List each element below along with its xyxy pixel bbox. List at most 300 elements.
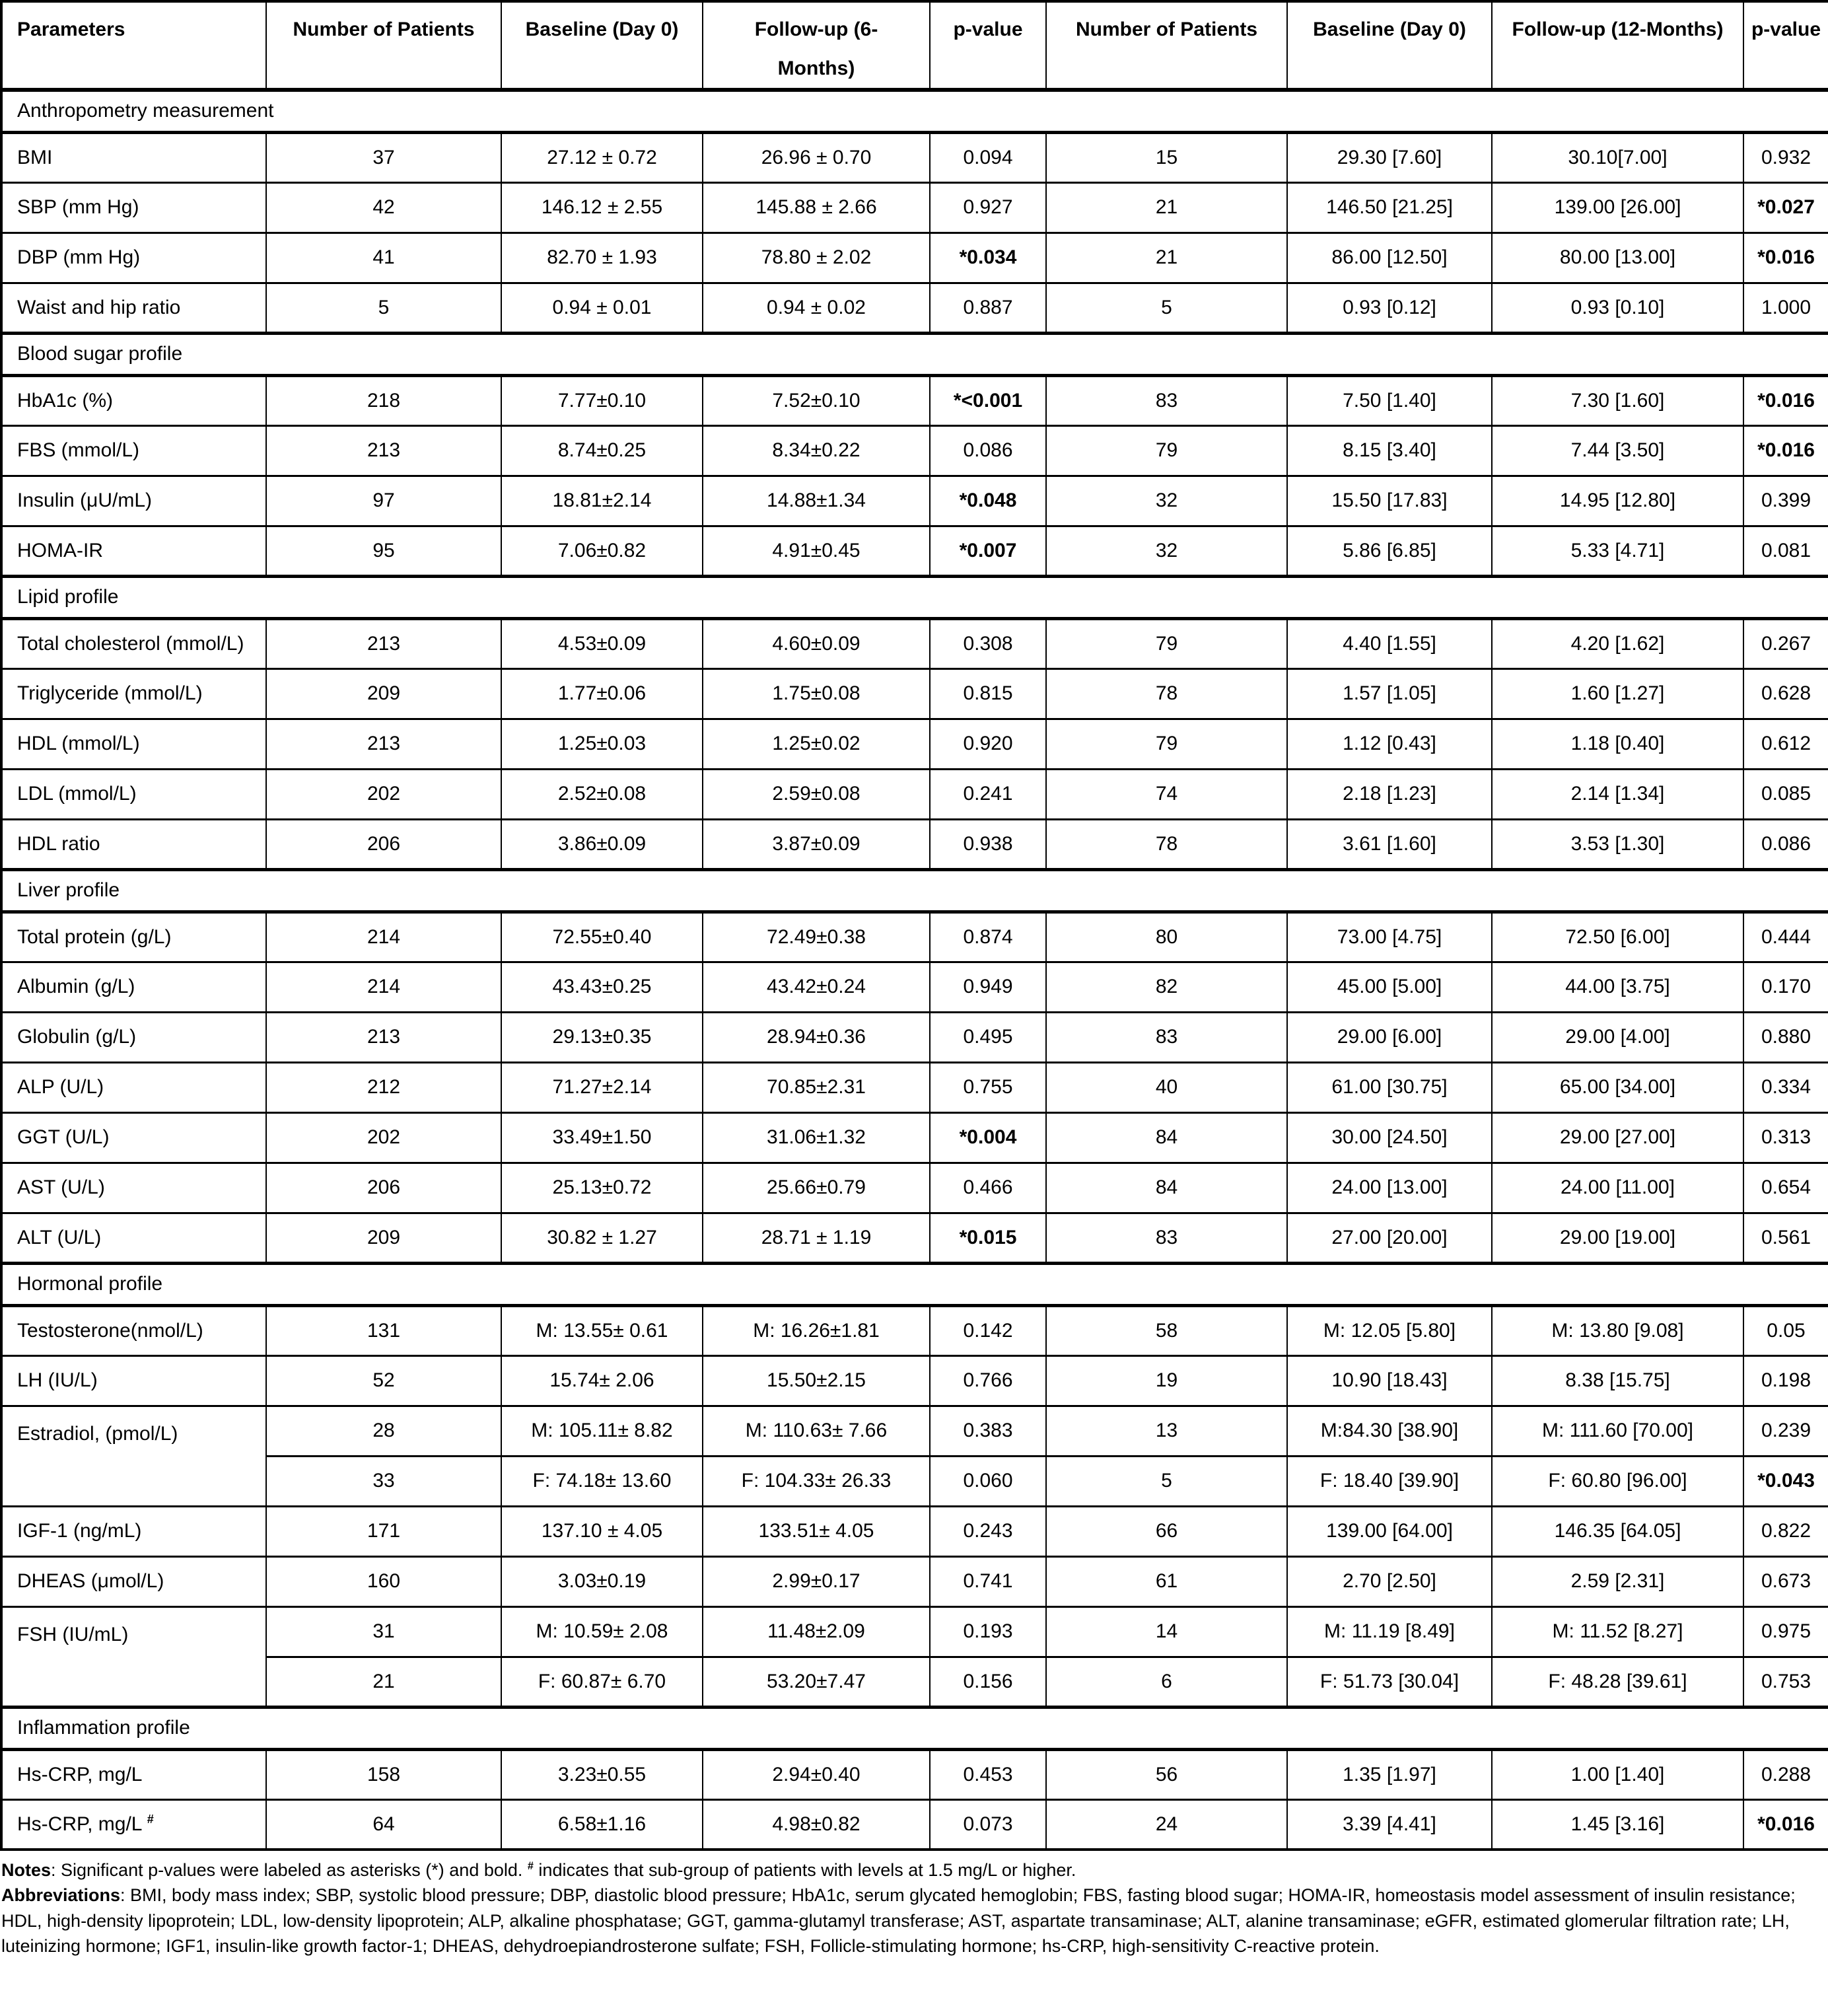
table-row xyxy=(1,476,1828,526)
p-value-cell: 0.612 xyxy=(1743,719,1828,769)
p-value-cell: 0.334 xyxy=(1743,1062,1828,1112)
followup-cell: 1.00 [1.40] xyxy=(1492,1749,1743,1799)
parameter-cell: BMI xyxy=(1,132,266,182)
n-patients-cell: 40 xyxy=(1046,1062,1287,1112)
followup-cell: 3.53 [1.30] xyxy=(1492,819,1743,869)
followup-cell: 4.20 [1.62] xyxy=(1492,618,1743,668)
n-patients-cell: 80 xyxy=(1046,912,1287,962)
followup-cell: 25.66±0.79 xyxy=(703,1163,930,1213)
table-row xyxy=(1,1012,1828,1062)
n-patients-cell: 5 xyxy=(266,283,501,333)
n-patients-cell: 212 xyxy=(266,1062,501,1112)
followup-cell: 1.18 [0.40] xyxy=(1492,719,1743,769)
followup-cell: 14.95 [12.80] xyxy=(1492,476,1743,526)
section-header-row xyxy=(1,333,1828,375)
baseline-cell: 3.23±0.55 xyxy=(501,1749,703,1799)
p-value-cell: *0.016 xyxy=(1743,233,1828,283)
parameter-cell: DBP (mm Hg) xyxy=(1,233,266,283)
parameter-cell: SBP (mm Hg) xyxy=(1,182,266,233)
baseline-cell: 43.43±0.25 xyxy=(501,962,703,1012)
baseline-cell: 146.12 ± 2.55 xyxy=(501,182,703,233)
p-value-cell: 0.815 xyxy=(930,668,1046,719)
n-patients-cell: 206 xyxy=(266,819,501,869)
baseline-cell: 86.00 [12.50] xyxy=(1287,233,1492,283)
table-row xyxy=(1,375,1828,425)
table-row xyxy=(1,1355,1828,1406)
parameter-cell: LDL (mmol/L) xyxy=(1,769,266,819)
p-value-cell: 0.170 xyxy=(1743,962,1828,1012)
parameter-cell: DHEAS (μmol/L) xyxy=(1,1556,266,1606)
baseline-cell: M: 13.55± 0.61 xyxy=(501,1305,703,1355)
followup-cell: 26.96 ± 0.70 xyxy=(703,132,930,182)
n-patients-cell: 83 xyxy=(1046,1012,1287,1062)
table-row xyxy=(1,1657,1828,1707)
n-patients-cell: 158 xyxy=(266,1749,501,1799)
n-patients-cell: 214 xyxy=(266,912,501,962)
table-row xyxy=(1,1456,1828,1506)
n-patients-cell: 21 xyxy=(1046,233,1287,283)
baseline-cell: 18.81±2.14 xyxy=(501,476,703,526)
baseline-cell: 25.13±0.72 xyxy=(501,1163,703,1213)
p-value-cell: *0.004 xyxy=(930,1112,1046,1163)
followup-cell: 2.99±0.17 xyxy=(703,1556,930,1606)
followup-cell: 5.33 [4.71] xyxy=(1492,526,1743,576)
column-header-followup-col: Follow-up (6-Months) xyxy=(703,1,930,90)
baseline-cell: 29.00 [6.00] xyxy=(1287,1012,1492,1062)
n-patients-cell: 14 xyxy=(1046,1606,1287,1657)
parameter-cell: FSH (IU/mL) xyxy=(1,1606,266,1707)
followup-cell: 29.00 [4.00] xyxy=(1492,1012,1743,1062)
p-value-cell: 0.453 xyxy=(930,1749,1046,1799)
p-value-cell: 0.060 xyxy=(930,1456,1046,1506)
followup-cell: 145.88 ± 2.66 xyxy=(703,182,930,233)
p-value-cell: *0.048 xyxy=(930,476,1046,526)
baseline-cell: 10.90 [18.43] xyxy=(1287,1355,1492,1406)
table-row xyxy=(1,1799,1828,1850)
notes-text-before: : Significant p-values were labeled as asterisks (*) and bold. xyxy=(51,1860,523,1880)
p-value-cell: 0.313 xyxy=(1743,1112,1828,1163)
baseline-cell: 8.15 [3.40] xyxy=(1287,425,1492,476)
table-row xyxy=(1,1062,1828,1112)
baseline-cell: 2.70 [2.50] xyxy=(1287,1556,1492,1606)
baseline-cell: M: 105.11± 8.82 xyxy=(501,1406,703,1456)
section-header-row xyxy=(1,1263,1828,1305)
parameter-cell: Insulin (μU/mL) xyxy=(1,476,266,526)
p-value-cell: 0.495 xyxy=(930,1012,1046,1062)
p-value-cell: 0.920 xyxy=(930,719,1046,769)
baseline-cell: F: 74.18± 13.60 xyxy=(501,1456,703,1506)
followup-cell: 146.35 [64.05] xyxy=(1492,1506,1743,1556)
p-value-cell: 0.399 xyxy=(1743,476,1828,526)
baseline-cell: 73.00 [4.75] xyxy=(1287,912,1492,962)
baseline-cell: M: 12.05 [5.80] xyxy=(1287,1305,1492,1355)
table-row xyxy=(1,962,1828,1012)
parameter-cell: Total protein (g/L) xyxy=(1,912,266,962)
p-value-cell: *0.016 xyxy=(1743,375,1828,425)
baseline-cell: 1.77±0.06 xyxy=(501,668,703,719)
baseline-cell: 1.25±0.03 xyxy=(501,719,703,769)
p-value-cell: 0.949 xyxy=(930,962,1046,1012)
followup-cell: M: 11.52 [8.27] xyxy=(1492,1606,1743,1657)
n-patients-cell: 32 xyxy=(1046,476,1287,526)
baseline-cell: 61.00 [30.75] xyxy=(1287,1062,1492,1112)
n-patients-cell: 6 xyxy=(1046,1657,1287,1707)
n-patients-cell: 79 xyxy=(1046,425,1287,476)
p-value-cell: 0.086 xyxy=(930,425,1046,476)
followup-cell: M: 111.60 [70.00] xyxy=(1492,1406,1743,1456)
notes-text-after: indicates that sub-group of patients with levels at 1.5 mg/L or higher. xyxy=(533,1860,1076,1880)
baseline-cell: 27.12 ± 0.72 xyxy=(501,132,703,182)
p-value-cell: 0.444 xyxy=(1743,912,1828,962)
n-patients-cell: 160 xyxy=(266,1556,501,1606)
n-patients-cell: 84 xyxy=(1046,1163,1287,1213)
followup-cell: M: 110.63± 7.66 xyxy=(703,1406,930,1456)
p-value-cell: 0.241 xyxy=(930,769,1046,819)
baseline-cell: 30.00 [24.50] xyxy=(1287,1112,1492,1163)
hash-note-marker: # xyxy=(527,1860,534,1872)
parameter-cell: Globulin (g/L) xyxy=(1,1012,266,1062)
followup-cell: 72.49±0.38 xyxy=(703,912,930,962)
column-header-baseline-col: Baseline (Day 0) xyxy=(501,1,703,90)
followup-cell: 8.34±0.22 xyxy=(703,425,930,476)
followup-cell: 44.00 [3.75] xyxy=(1492,962,1743,1012)
followup-cell: 4.91±0.45 xyxy=(703,526,930,576)
p-value-cell: *<0.001 xyxy=(930,375,1046,425)
parameter-cell: Hs-CRP, mg/L xyxy=(1,1749,266,1799)
p-value-cell: 0.142 xyxy=(930,1305,1046,1355)
p-value-cell: 0.975 xyxy=(1743,1606,1828,1657)
table-row xyxy=(1,1749,1828,1799)
p-value-cell: *0.007 xyxy=(930,526,1046,576)
parameter-cell: Testosterone(nmol/L) xyxy=(1,1305,266,1355)
table-row xyxy=(1,526,1828,576)
table-row xyxy=(1,182,1828,233)
n-patients-cell: 83 xyxy=(1046,375,1287,425)
baseline-cell: 146.50 [21.25] xyxy=(1287,182,1492,233)
p-value-cell: 0.927 xyxy=(930,182,1046,233)
notes-label: Notes xyxy=(1,1860,52,1880)
baseline-cell: 4.53±0.09 xyxy=(501,618,703,668)
baseline-cell: 2.52±0.08 xyxy=(501,769,703,819)
followup-cell: 43.42±0.24 xyxy=(703,962,930,1012)
p-value-cell: 0.766 xyxy=(930,1355,1046,1406)
n-patients-cell: 79 xyxy=(1046,618,1287,668)
followup-cell: 1.45 [3.16] xyxy=(1492,1799,1743,1850)
column-header-n-patients-col: Number of Patients xyxy=(1046,1,1287,90)
table-footnotes xyxy=(0,1857,1828,1959)
followup-cell: 2.59 [2.31] xyxy=(1492,1556,1743,1606)
p-value-cell: 0.05 xyxy=(1743,1305,1828,1355)
column-header-followup-col: Follow-up (12-Months) xyxy=(1492,1,1743,90)
n-patients-cell: 202 xyxy=(266,769,501,819)
followup-cell: F: 104.33± 26.33 xyxy=(703,1456,930,1506)
followup-cell: F: 60.80 [96.00] xyxy=(1492,1456,1743,1506)
n-patients-cell: 64 xyxy=(266,1799,501,1850)
parameter-cell: HDL ratio xyxy=(1,819,266,869)
n-patients-cell: 66 xyxy=(1046,1506,1287,1556)
n-patients-cell: 95 xyxy=(266,526,501,576)
table-row xyxy=(1,1556,1828,1606)
p-value-cell: 0.156 xyxy=(930,1657,1046,1707)
n-patients-cell: 83 xyxy=(1046,1213,1287,1263)
baseline-cell: 3.03±0.19 xyxy=(501,1556,703,1606)
n-patients-cell: 209 xyxy=(266,1213,501,1263)
parameter-cell: ALT (U/L) xyxy=(1,1213,266,1263)
n-patients-cell: 19 xyxy=(1046,1355,1287,1406)
parameter-cell: Albumin (g/L) xyxy=(1,962,266,1012)
baseline-cell: 139.00 [64.00] xyxy=(1287,1506,1492,1556)
baseline-cell: 1.57 [1.05] xyxy=(1287,668,1492,719)
baseline-cell: 1.12 [0.43] xyxy=(1287,719,1492,769)
table-row xyxy=(1,1506,1828,1556)
abbreviations-line xyxy=(1,1883,1828,1959)
table-row xyxy=(1,618,1828,668)
section-header-row xyxy=(1,576,1828,618)
followup-cell: 78.80 ± 2.02 xyxy=(703,233,930,283)
baseline-cell: 5.86 [6.85] xyxy=(1287,526,1492,576)
column-header-pval-col: p-value xyxy=(1743,1,1828,90)
table-row xyxy=(1,819,1828,869)
baseline-cell: M: 11.19 [8.49] xyxy=(1287,1606,1492,1657)
baseline-cell: 7.06±0.82 xyxy=(501,526,703,576)
followup-cell: 139.00 [26.00] xyxy=(1492,182,1743,233)
parameter-cell: Estradiol, (pmol/L) xyxy=(1,1406,266,1506)
p-value-cell: *0.016 xyxy=(1743,425,1828,476)
parameter-cell: Total cholesterol (mmol/L) xyxy=(1,618,266,668)
p-value-cell: 0.741 xyxy=(930,1556,1046,1606)
p-value-cell: *0.015 xyxy=(930,1213,1046,1263)
baseline-cell: 33.49±1.50 xyxy=(501,1112,703,1163)
baseline-cell: M:84.30 [38.90] xyxy=(1287,1406,1492,1456)
baseline-cell: 3.86±0.09 xyxy=(501,819,703,869)
baseline-cell: 0.93 [0.12] xyxy=(1287,283,1492,333)
n-patients-cell: 56 xyxy=(1046,1749,1287,1799)
table-row xyxy=(1,425,1828,476)
hash-note-marker: # xyxy=(147,1813,154,1826)
p-value-cell: 0.673 xyxy=(1743,1556,1828,1606)
abbreviations-label: Abbreviations xyxy=(1,1885,121,1906)
n-patients-cell: 214 xyxy=(266,962,501,1012)
section-header-row xyxy=(1,869,1828,912)
n-patients-cell: 79 xyxy=(1046,719,1287,769)
section-title: Inflammation profile xyxy=(1,1707,1828,1749)
baseline-cell: F: 51.73 [30.04] xyxy=(1287,1657,1492,1707)
baseline-cell: 4.40 [1.55] xyxy=(1287,618,1492,668)
n-patients-cell: 78 xyxy=(1046,668,1287,719)
table-row xyxy=(1,719,1828,769)
n-patients-cell: 15 xyxy=(1046,132,1287,182)
table-header xyxy=(1,1,1828,90)
baseline-cell: 29.30 [7.60] xyxy=(1287,132,1492,182)
p-value-cell: *0.034 xyxy=(930,233,1046,283)
baseline-cell: 29.13±0.35 xyxy=(501,1012,703,1062)
followup-cell: 7.52±0.10 xyxy=(703,375,930,425)
n-patients-cell: 52 xyxy=(266,1355,501,1406)
baseline-cell: 1.35 [1.97] xyxy=(1287,1749,1492,1799)
p-value-cell: 0.887 xyxy=(930,283,1046,333)
n-patients-cell: 28 xyxy=(266,1406,501,1456)
followup-cell: 70.85±2.31 xyxy=(703,1062,930,1112)
table-row xyxy=(1,1305,1828,1355)
followup-cell: 14.88±1.34 xyxy=(703,476,930,526)
notes-line xyxy=(1,1857,1828,1883)
baseline-cell: 7.77±0.10 xyxy=(501,375,703,425)
followup-cell: F: 48.28 [39.61] xyxy=(1492,1657,1743,1707)
section-title: Liver profile xyxy=(1,869,1828,912)
followup-cell: 4.98±0.82 xyxy=(703,1799,930,1850)
p-value-cell: 0.880 xyxy=(1743,1012,1828,1062)
parameter-cell: ALP (U/L) xyxy=(1,1062,266,1112)
p-value-cell: 0.874 xyxy=(930,912,1046,962)
p-value-cell: 0.755 xyxy=(930,1062,1046,1112)
followup-cell: 28.71 ± 1.19 xyxy=(703,1213,930,1263)
n-patients-cell: 21 xyxy=(1046,182,1287,233)
baseline-cell: 15.50 [17.83] xyxy=(1287,476,1492,526)
parameter-cell: Hs-CRP, mg/L # xyxy=(1,1799,266,1850)
table-row xyxy=(1,283,1828,333)
n-patients-cell: 206 xyxy=(266,1163,501,1213)
followup-cell: 2.59±0.08 xyxy=(703,769,930,819)
n-patients-cell: 202 xyxy=(266,1112,501,1163)
baseline-cell: F: 60.87± 6.70 xyxy=(501,1657,703,1707)
parameter-cell: IGF-1 (ng/mL) xyxy=(1,1506,266,1556)
parameter-cell: AST (U/L) xyxy=(1,1163,266,1213)
table-row xyxy=(1,132,1828,182)
p-value-cell: 0.308 xyxy=(930,618,1046,668)
n-patients-cell: 218 xyxy=(266,375,501,425)
p-value-cell: 0.193 xyxy=(930,1606,1046,1657)
baseline-cell: 15.74± 2.06 xyxy=(501,1355,703,1406)
p-value-cell: 0.073 xyxy=(930,1799,1046,1850)
section-header-row xyxy=(1,90,1828,132)
parameter-cell: HOMA-IR xyxy=(1,526,266,576)
parameter-cell: Triglyceride (mmol/L) xyxy=(1,668,266,719)
section-title: Blood sugar profile xyxy=(1,333,1828,375)
n-patients-cell: 5 xyxy=(1046,283,1287,333)
p-value-cell: 0.239 xyxy=(1743,1406,1828,1456)
p-value-cell: 0.561 xyxy=(1743,1213,1828,1263)
followup-cell: 1.75±0.08 xyxy=(703,668,930,719)
p-value-cell: 0.753 xyxy=(1743,1657,1828,1707)
n-patients-cell: 84 xyxy=(1046,1112,1287,1163)
n-patients-cell: 213 xyxy=(266,618,501,668)
p-value-cell: 0.198 xyxy=(1743,1355,1828,1406)
n-patients-cell: 97 xyxy=(266,476,501,526)
parameter-cell: HbA1c (%) xyxy=(1,375,266,425)
column-header-param-col: Parameters xyxy=(1,1,266,90)
table-row xyxy=(1,1213,1828,1263)
parameter-cell: FBS (mmol/L) xyxy=(1,425,266,476)
section-header-row xyxy=(1,1707,1828,1749)
table-body xyxy=(1,90,1828,1850)
n-patients-cell: 209 xyxy=(266,668,501,719)
column-header-n-patients-col: Number of Patients xyxy=(266,1,501,90)
followup-cell: 29.00 [27.00] xyxy=(1492,1112,1743,1163)
followup-cell: 31.06±1.32 xyxy=(703,1112,930,1163)
baseline-cell: 7.50 [1.40] xyxy=(1287,375,1492,425)
table-row xyxy=(1,1406,1828,1456)
n-patients-cell: 213 xyxy=(266,1012,501,1062)
followup-cell: 30.10[7.00] xyxy=(1492,132,1743,182)
n-patients-cell: 24 xyxy=(1046,1799,1287,1850)
p-value-cell: *0.027 xyxy=(1743,182,1828,233)
followup-cell: 133.51± 4.05 xyxy=(703,1506,930,1556)
p-value-cell: 0.466 xyxy=(930,1163,1046,1213)
p-value-cell: 0.094 xyxy=(930,132,1046,182)
table-row xyxy=(1,1112,1828,1163)
table-row xyxy=(1,769,1828,819)
n-patients-cell: 41 xyxy=(266,233,501,283)
table-row xyxy=(1,1606,1828,1657)
p-value-cell: 0.932 xyxy=(1743,132,1828,182)
followup-cell: 3.87±0.09 xyxy=(703,819,930,869)
followup-cell: 2.14 [1.34] xyxy=(1492,769,1743,819)
n-patients-cell: 213 xyxy=(266,425,501,476)
followup-cell: 1.25±0.02 xyxy=(703,719,930,769)
section-title: Anthropometry measurement xyxy=(1,90,1828,132)
baseline-cell: 30.82 ± 1.27 xyxy=(501,1213,703,1263)
n-patients-cell: 78 xyxy=(1046,819,1287,869)
n-patients-cell: 33 xyxy=(266,1456,501,1506)
baseline-cell: 45.00 [5.00] xyxy=(1287,962,1492,1012)
followup-cell: 28.94±0.36 xyxy=(703,1012,930,1062)
n-patients-cell: 82 xyxy=(1046,962,1287,1012)
p-value-cell: 0.267 xyxy=(1743,618,1828,668)
p-value-cell: 0.628 xyxy=(1743,668,1828,719)
n-patients-cell: 58 xyxy=(1046,1305,1287,1355)
table-row xyxy=(1,233,1828,283)
followup-cell: 29.00 [19.00] xyxy=(1492,1213,1743,1263)
baseline-cell: 8.74±0.25 xyxy=(501,425,703,476)
followup-cell: 24.00 [11.00] xyxy=(1492,1163,1743,1213)
followup-cell: 0.93 [0.10] xyxy=(1492,283,1743,333)
column-header-pval-col: p-value xyxy=(930,1,1046,90)
followup-cell: 0.94 ± 0.02 xyxy=(703,283,930,333)
n-patients-cell: 32 xyxy=(1046,526,1287,576)
followup-cell: 15.50±2.15 xyxy=(703,1355,930,1406)
section-title: Hormonal profile xyxy=(1,1263,1828,1305)
followup-cell: 65.00 [34.00] xyxy=(1492,1062,1743,1112)
n-patients-cell: 31 xyxy=(266,1606,501,1657)
n-patients-cell: 213 xyxy=(266,719,501,769)
p-value-cell: 0.938 xyxy=(930,819,1046,869)
baseline-cell: 3.39 [4.41] xyxy=(1287,1799,1492,1850)
followup-cell: 80.00 [13.00] xyxy=(1492,233,1743,283)
p-value-cell: 0.654 xyxy=(1743,1163,1828,1213)
followup-cell: 2.94±0.40 xyxy=(703,1749,930,1799)
p-value-cell: 0.085 xyxy=(1743,769,1828,819)
section-title: Lipid profile xyxy=(1,576,1828,618)
baseline-cell: 6.58±1.16 xyxy=(501,1799,703,1850)
followup-cell: 53.20±7.47 xyxy=(703,1657,930,1707)
followup-cell: 4.60±0.09 xyxy=(703,618,930,668)
baseline-cell: 3.61 [1.60] xyxy=(1287,819,1492,869)
table-row xyxy=(1,912,1828,962)
n-patients-cell: 37 xyxy=(266,132,501,182)
p-value-cell: 0.086 xyxy=(1743,819,1828,869)
followup-cell: 72.50 [6.00] xyxy=(1492,912,1743,962)
p-value-cell: 0.243 xyxy=(930,1506,1046,1556)
n-patients-cell: 171 xyxy=(266,1506,501,1556)
p-value-cell: *0.016 xyxy=(1743,1799,1828,1850)
n-patients-cell: 61 xyxy=(1046,1556,1287,1606)
followup-cell: 7.30 [1.60] xyxy=(1492,375,1743,425)
followup-cell: M: 13.80 [9.08] xyxy=(1492,1305,1743,1355)
n-patients-cell: 5 xyxy=(1046,1456,1287,1506)
p-value-cell: 0.288 xyxy=(1743,1749,1828,1799)
p-value-cell: 0.081 xyxy=(1743,526,1828,576)
baseline-cell: M: 10.59± 2.08 xyxy=(501,1606,703,1657)
